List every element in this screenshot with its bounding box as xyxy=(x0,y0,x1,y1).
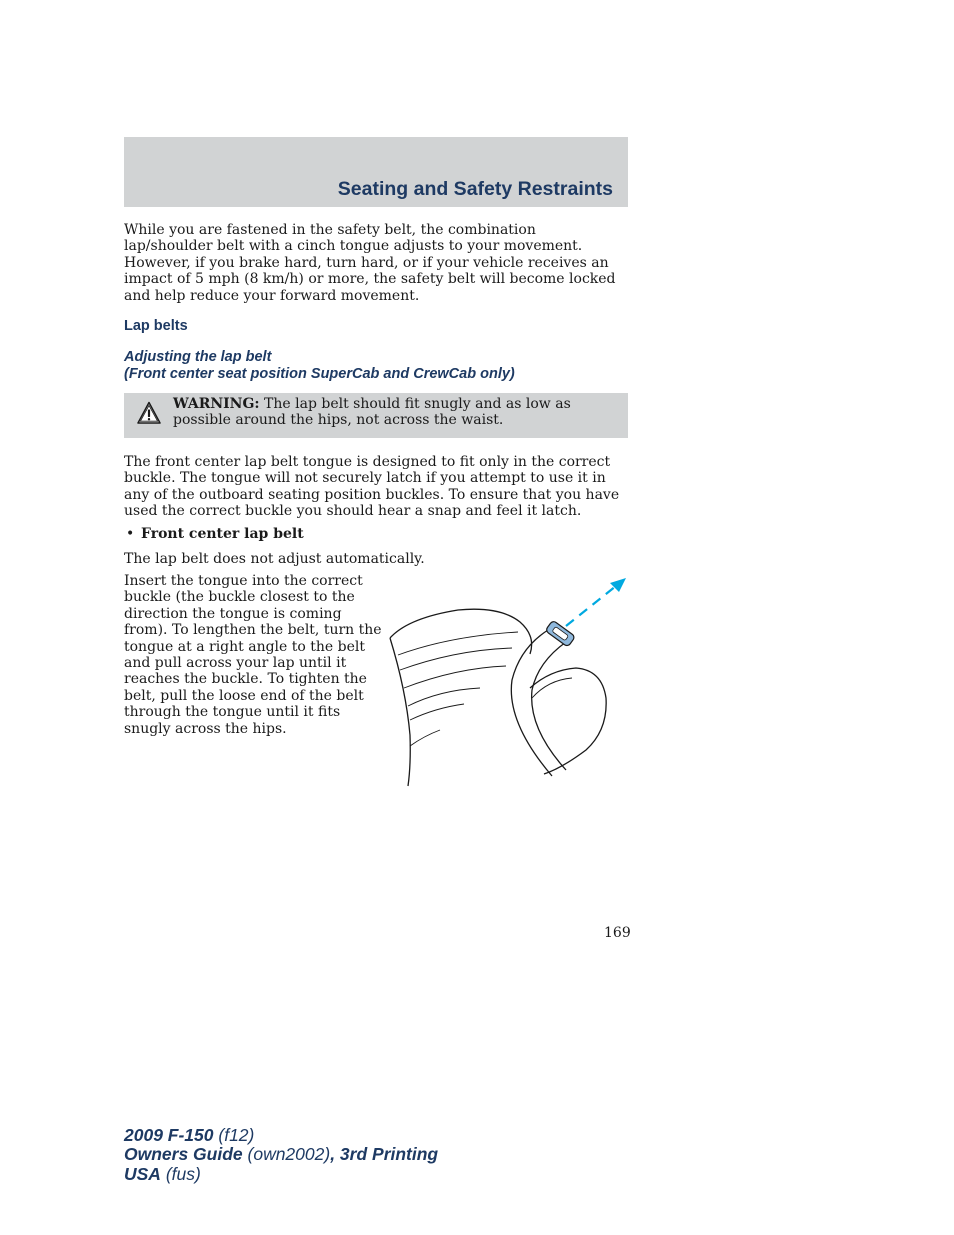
cushion-outline xyxy=(530,668,606,774)
footer-line2: Owners Guide (own2002), 3rd Printing xyxy=(124,1144,439,1165)
seat-outline xyxy=(390,609,532,654)
footer-line1: 2009 F-150 (f12) xyxy=(124,1125,255,1145)
direction-arrow-line xyxy=(566,586,616,626)
warning-label: WARNING: xyxy=(173,396,260,412)
warning-box xyxy=(124,393,628,438)
page-title: Seating and Safety Restraints xyxy=(337,178,613,200)
header-band xyxy=(124,137,628,207)
page-number: 169 xyxy=(604,925,631,941)
section-heading: Lap belts xyxy=(124,318,188,334)
intro-paragraph: While you are fastened in the safety belt, the combination lap/shoulder belt with a cinch tongue adjusts to your movement. However, if you brake hard, turn hard, or if your vehicle receives an impact of 5 mph (8 km/h) or more, the safety belt will become locked and help reduce your forward movement. xyxy=(124,222,616,304)
footer-line3: USA (fus) xyxy=(124,1163,201,1184)
warning-body: The lap belt should fit snugly and as low as possible around the hips, not across the waist. xyxy=(173,396,571,429)
subsection-heading-line1: Adjusting the lap belt xyxy=(124,349,272,365)
subsection-heading xyxy=(124,349,628,383)
lap-belt-illustration xyxy=(380,570,630,790)
bullet-symbol: • xyxy=(126,526,135,542)
belt-strap-inner xyxy=(532,642,566,770)
insert-paragraph: Insert the tongue into the correct buckle (the buckle closest to the direction the tongue is coming from). To lengthen the belt, turn the tongue at a right angle to the belt and pull across your lap until it reaches the buckle. To tighten the belt, pull the loose end of the belt through the tongue until it fits snugly across the hips. xyxy=(124,573,382,737)
seat-left-edge xyxy=(390,638,410,786)
bullet-item xyxy=(126,526,304,542)
warning-triangle-icon xyxy=(137,401,161,425)
no-adjust-text: The lap belt does not adjust automatically. xyxy=(124,551,425,567)
subsection-heading-line2: (Front center seat position SuperCab and CrewCab only) xyxy=(124,366,515,382)
warning-text xyxy=(173,396,623,429)
bullet-text: Front center lap belt xyxy=(141,526,304,542)
tongue-paragraph: The front center lap belt tongue is designed to fit only in the correct buckle. The tongue will not securely latch if you attempt to use it in any of the outboard seating position buckles. To ensure that you have used the correct buckle you should hear a snap and feel it latch. xyxy=(124,454,620,520)
footer xyxy=(124,1126,438,1184)
buckle-tongue xyxy=(545,620,575,647)
